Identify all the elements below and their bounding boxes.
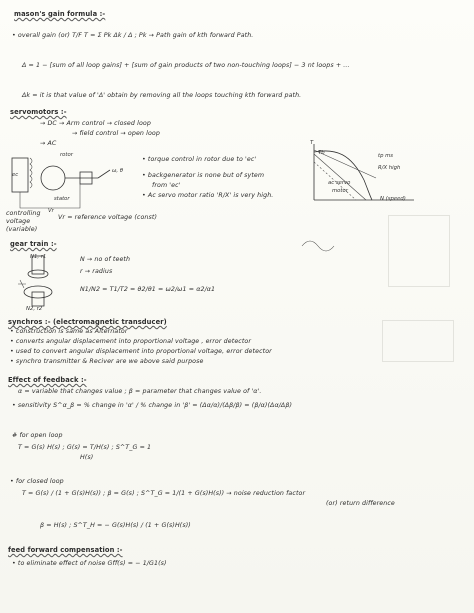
bleed-box xyxy=(382,320,454,362)
synchro-2: • converts angular displacement into proportional voltage , error detector xyxy=(10,338,252,345)
reference-voltage: Vr = reference voltage (const) xyxy=(58,214,158,221)
pen-scribble xyxy=(300,232,340,252)
vr-label: Vr xyxy=(48,208,54,214)
rotor-label: rotor xyxy=(60,152,73,158)
control-voltage-2: voltage xyxy=(6,218,31,225)
synchro-4: • synchro transmitter & Reciver are we above said purpose xyxy=(10,358,204,365)
synchros-heading: synchros :- (electromagnetic transducer) xyxy=(8,318,167,326)
feedforward-heading: feed forward compensation :- xyxy=(8,546,123,554)
synchro-1: • construction is same as Alternator xyxy=(10,328,128,335)
ac-servo-label: ac servo xyxy=(328,180,351,186)
gear-r: r → radius xyxy=(80,268,113,275)
open-loop-h: H(s) xyxy=(80,454,94,461)
n1r1-label: N1, r1 xyxy=(30,254,47,260)
control-voltage: controlling xyxy=(6,210,41,217)
servo-ac: → AC xyxy=(40,140,57,147)
servomotors-heading: servomotors :- xyxy=(10,108,67,116)
n2r2-label: N2, r2 xyxy=(26,306,43,312)
speed-axis-label: N (speed) xyxy=(380,196,406,202)
gear-n: N → no of teeth xyxy=(80,256,131,263)
closed-loop-label: • for closed loop xyxy=(10,478,64,485)
delta-definition: Δ = 1 − [sum of all loop gains] + [sum of gain products of two non-touching loops] − 3 nt loops + ... xyxy=(22,62,350,69)
feedback-def: α = variable that changes value ; β = parameter that changes value of 'α'. xyxy=(18,388,262,395)
gear-ratio: N1/N2 = T1/T2 = θ2/θ1 = ω2/ω1 = α2/α1 xyxy=(80,286,216,293)
tb-label: Tb xyxy=(318,150,325,156)
open-loop-label: # for open loop xyxy=(12,432,63,439)
delta-k-definition: Δk = it is that value of 'Δ' obtain by removing all the loops touching kth forward path. xyxy=(22,92,302,99)
motor-label: motor xyxy=(332,188,348,194)
overall-gain: • overall gain (or) T/F T = Σ Pk Δk / Δ ; Pk → Path gain of kth forward Path. xyxy=(12,32,254,39)
gear-sketch xyxy=(14,254,74,310)
servo-dc: → DC → Arm control → closed loop xyxy=(40,120,151,127)
backgenerator-note: • backgenerator is none but of sytem xyxy=(142,172,265,179)
tp-label: tp ms xyxy=(378,153,394,159)
ratio-note: • Ac servo motor ratio 'R/X' is very high. xyxy=(142,192,274,199)
sensitivity: • sensitivity S^α_β = % change in 'α' / % change in 'β' = (Δα/α)/(Δβ/β) = (β/α)(Δα/Δβ) xyxy=(12,402,293,409)
bleed-box xyxy=(388,215,450,287)
closed-loop-h: β = H(s) ; S^T_H = − G(s)H(s) / (1 + G(s)H(s)) xyxy=(40,522,191,529)
backgenerator-note-2: from 'ec' xyxy=(152,182,181,189)
torque-axis-label: T xyxy=(310,140,314,146)
open-loop-t: T = G(s) H(s) ; G(s) = T/H(s) ; S^T_G = 1 xyxy=(18,444,152,451)
stator-label: stator xyxy=(54,196,70,202)
masons-heading: mason's gain formula :- xyxy=(14,10,106,18)
synchro-3: • used to convert angular displacement into proportional voltage, error detector xyxy=(10,348,272,355)
servo-field: → field control → open loop xyxy=(72,130,160,137)
gear-heading: gear train :- xyxy=(10,240,57,248)
ec-label: ec xyxy=(12,172,19,178)
omega-label: ω, θ xyxy=(112,168,124,174)
torque-note: • torque control in rotor due to 'ec' xyxy=(142,156,257,163)
rx-high-label: R/X high xyxy=(378,165,401,171)
feedback-heading: Effect of feedback :- xyxy=(8,376,87,384)
feedforward-1: • to eliminate effect of noise Gff(s) = − 1/G1(s) xyxy=(12,560,167,567)
return-difference: (or) return difference xyxy=(326,500,395,507)
closed-loop-t: T = G(s) / (1 + G(s)H(s)) ; β = G(s) ; S^T_G = 1/(1 + G(s)H(s)) → noise reduction factor xyxy=(22,490,306,497)
servo-motor-sketch xyxy=(8,148,138,218)
control-voltage-3: (variable) xyxy=(6,226,38,233)
